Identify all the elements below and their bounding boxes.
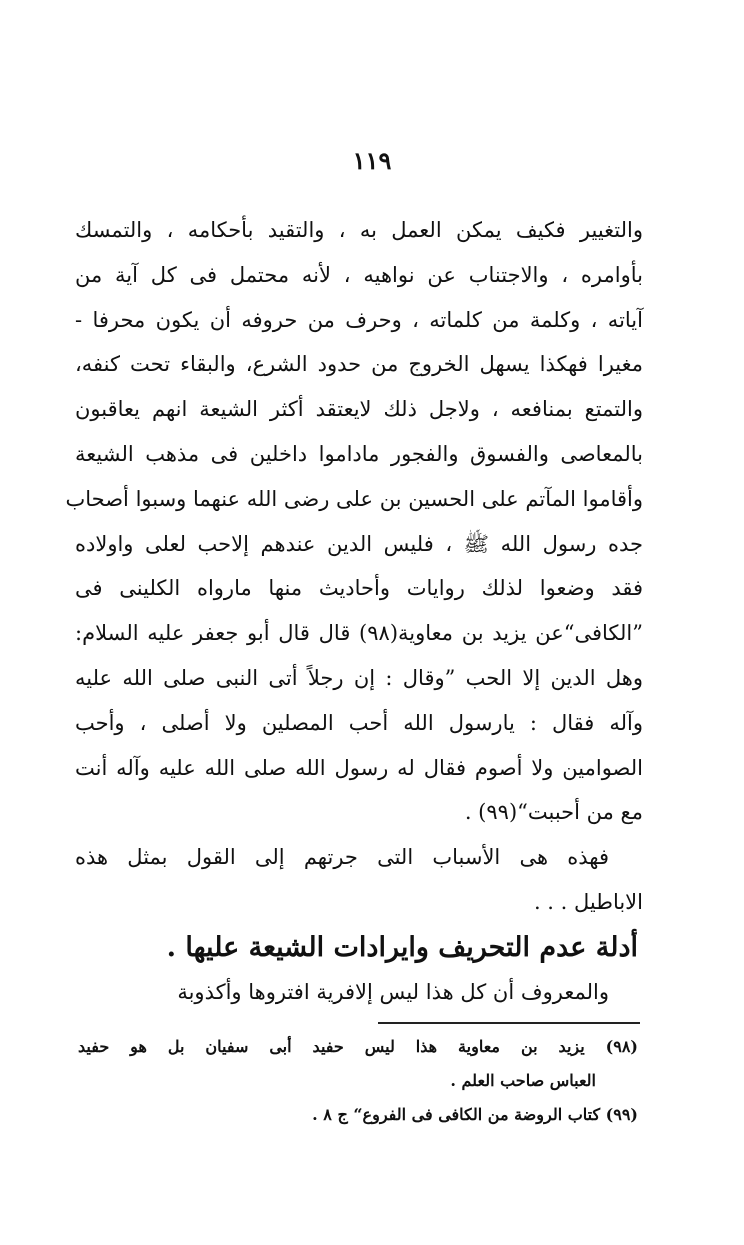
section-first-line-text: والمعروف أن كل هذا ليس إلافرية افتروها وأكذوبة [177, 980, 609, 1004]
text-line: وهل الدين إلا الحب ”وقال : إن رجلاً أتى النبى صلى الله عليه [75, 665, 643, 690]
section-first-line [75, 970, 643, 1014]
text-line: مع من أحببت“(٩٩) . [464, 800, 643, 825]
text-line: مغيرا فهكذا يسهل الخروج من حدود الشرع، والبقاء تحت كنفه، [75, 352, 643, 377]
text-line: والتغيير فكيف يمكن العمل به ، والتقيد بأحكامه ، والتمسك [75, 218, 643, 242]
body-text [65, 208, 643, 925]
text-line: ”الكافى“عن يزيد بن معاوية(٩٨) قال قال أبو جعفر عليه السلام: [75, 621, 643, 646]
footnote-divider [378, 1022, 640, 1024]
text-line: جده رسول الله ﷺ ، فليس الدين عندهم إلاحب لعلى واولاده [75, 531, 643, 556]
paragraph-line: الاباطيل . . . [533, 889, 643, 914]
page-number: ١١٩ [352, 146, 392, 175]
footnote-99: (٩٩) كتاب الروضة من الكافى فى الفروع“ ج ٨ . [312, 1105, 638, 1124]
section-heading: أدلة عدم التحريف وايرادات الشيعة عليها . [166, 932, 638, 963]
text-line: الصوامين ولا أصوم فقال له رسول الله صلى الله عليه وآله أنت [75, 755, 643, 780]
text-line: فقد وضعوا لذلك روايات وأحاديث منها مارواه الكلينى فى [75, 576, 643, 601]
text-line: آياته ، وكلمة من كلماته ، وحرف من حروفه أن يكون محرفا - [75, 307, 643, 332]
text-line: بأوامره ، والاجتناب عن نواهيه ، لأنه محتمل فى كل آية من [75, 262, 643, 287]
text-line: وآله فقال : يارسول الله أحب المصلين ولا أصلى ، وأحب [75, 710, 643, 735]
text-line: وأقاموا المآتم على الحسين بن على رضى الله عنهما وسبوا أصحاب [65, 486, 643, 511]
footnotes [78, 1030, 638, 1132]
paragraph-line: فهذه هى الأسباب التى جرتهم إلى القول بمثل هذه [75, 845, 609, 870]
text-line: بالمعاصى والفسوق والفجور ماداموا داخلين فى مذهب الشيعة [75, 441, 643, 466]
footnote-98: (٩٨) يزيد بن معاوية هذا ليس حفيد أبى سفيان بل هو حفيد [78, 1037, 638, 1056]
text-line: والتمتع بمنافعه ، ولاجل ذلك لايعتقد أكثر الشيعة انهم يعاقبون [75, 397, 643, 422]
footnote-98-continuation: العباس صاحب العلم . [450, 1071, 596, 1090]
